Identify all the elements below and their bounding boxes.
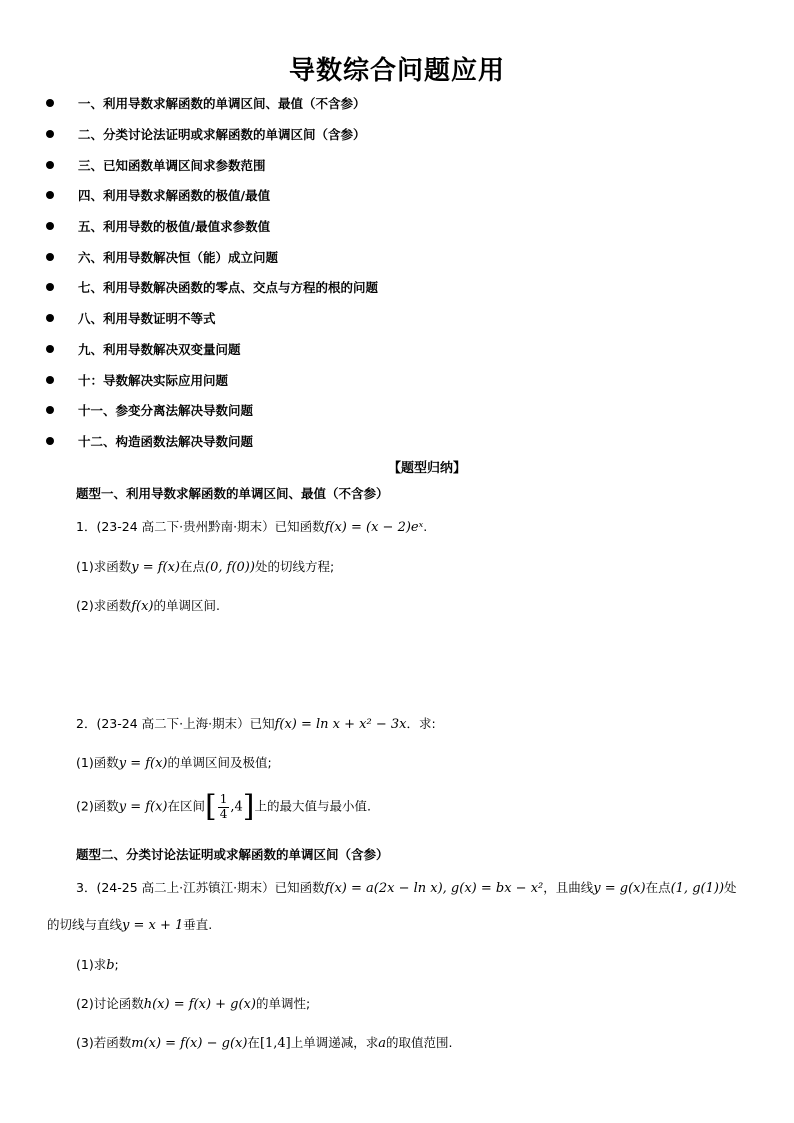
list-item: 五、利用导数的极值/最值求参数值: [46, 211, 746, 242]
type2-heading: 题型二、分类讨论法证明或求解函数的单调区间（含参）: [76, 847, 389, 862]
question-3-part-3: (3)若函数m(x) = f(x) − g(x)在[1,4]上单调递减，求a的取值范围.: [76, 1035, 453, 1051]
question-3-part-1: (1)求b;: [76, 957, 119, 973]
formula: f(x) = (x − 2)eˣ: [324, 520, 424, 535]
question-2-intro: 2．(23-24 高二下·上海·期末）已知f(x) = ln x + x² − 3x．求:: [76, 716, 436, 732]
question-3-intro-continued: 的切线与直线y = x + 1垂直.: [47, 917, 213, 933]
bullet-icon: [46, 130, 54, 138]
page-title: 导数综合问题应用: [288, 56, 505, 86]
question-1-part-2: (2)求函数f(x)的单调区间.: [76, 598, 220, 614]
list-item: 十：导数解决实际应用问题: [46, 364, 746, 395]
bullet-icon: [46, 345, 54, 353]
list-item: 四、利用导数求解函数的极值/最值: [46, 180, 746, 211]
question-2-part-1: (1)函数y = f(x)的单调区间及极值;: [76, 755, 272, 771]
bullet-icon: [46, 161, 54, 169]
type1-heading: 题型一、利用导数求解函数的单调区间、最值（不含参）: [76, 486, 389, 501]
list-item: 七、利用导数解决函数的零点、交点与方程的根的问题: [46, 272, 746, 303]
bullet-icon: [46, 222, 54, 230]
question-3-part-2: (2)讨论函数h(x) = f(x) + g(x)的单调性;: [76, 996, 311, 1012]
list-item: 十二、构造函数法解决导数问题: [46, 426, 746, 457]
question-3-intro: 3．(24-25 高二上·江苏镇江·期末）已知函数f(x) = a(2x − ln x), g(x) = bx − x²，且曲线y = g(x)在点(1, g(1))处: [76, 880, 737, 896]
section-heading: 【题型归纳】: [387, 461, 466, 476]
bullet-icon: [46, 437, 54, 445]
bullet-icon: [46, 191, 54, 199]
topic-list: [46, 88, 746, 456]
list-item: 二、分类讨论法证明或求解函数的单调区间（含参）: [46, 119, 746, 150]
bullet-icon: [46, 406, 54, 414]
list-item: 九、利用导数解决双变量问题: [46, 334, 746, 365]
bullet-icon: [46, 314, 54, 322]
formula: f(x) = ln x + x² − 3x: [274, 717, 407, 732]
fraction: $\frac{1}{4}$: [219, 792, 228, 821]
question-2-part-2: (2)函数y = f(x)在区间[ $\frac{1}{4}$ ,4]上的最大值与最小值.: [76, 789, 371, 824]
formula: f(x) = a(2x − ln x), g(x) = bx − x²: [324, 881, 544, 896]
bullet-icon: [46, 99, 54, 107]
bullet-icon: [46, 253, 54, 261]
bullet-icon: [46, 376, 54, 384]
list-item: 一、利用导数求解函数的单调区间、最值（不含参）: [46, 88, 746, 119]
question-1-intro: 1．(23-24 高二下·贵州黔南·期末）已知函数f(x) = (x − 2)eˣ.: [76, 519, 428, 535]
bullet-icon: [46, 283, 54, 291]
list-item: 八、利用导数证明不等式: [46, 303, 746, 334]
list-item: 十一、参变分离法解决导数问题: [46, 395, 746, 426]
list-item: 三、已知函数单调区间求参数范围: [46, 149, 746, 180]
left-bracket-icon: [: [205, 789, 217, 824]
right-bracket-icon: ]: [242, 789, 255, 824]
question-1-part-1: (1)求函数y = f(x)在点(0, f(0))处的切线方程;: [76, 559, 335, 575]
list-item: 六、利用导数解决恒（能）成立问题: [46, 241, 746, 272]
